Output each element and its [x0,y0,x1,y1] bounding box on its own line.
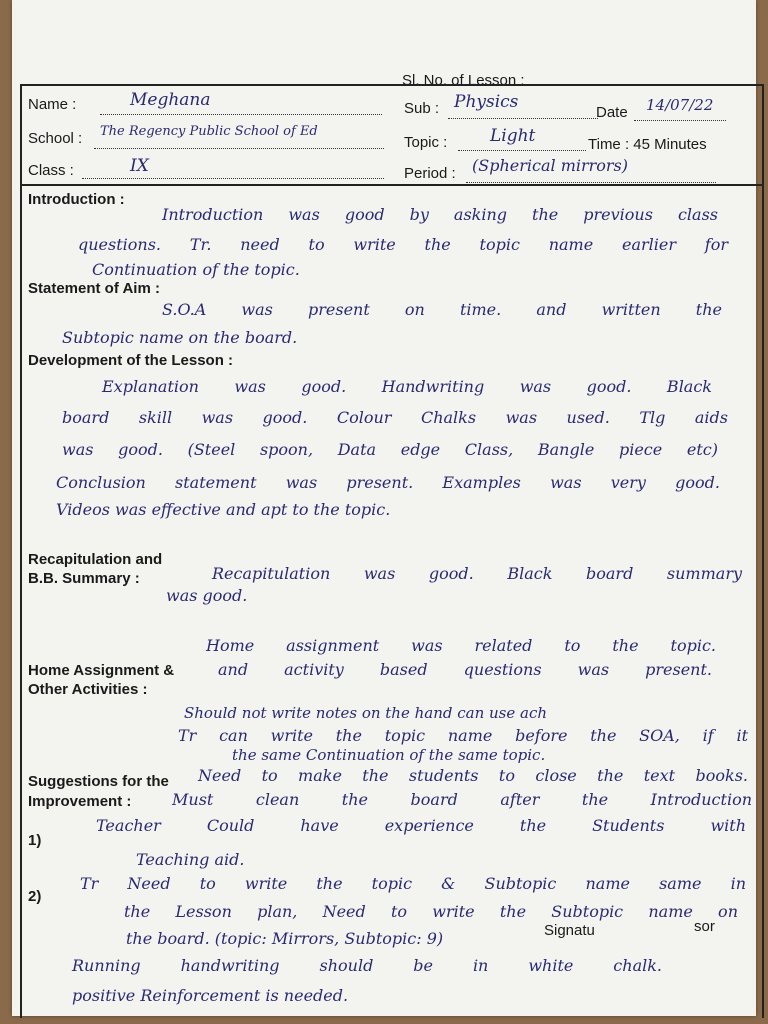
item-2-line-1: Tr Need to write the topic & Subtopic name same in [80,874,746,893]
name-label: Name : [28,96,77,113]
development-line-3: was good. (Steel spoon, Data edge Class, Bangle piece etc) [62,440,718,459]
school-value: The Regency Public School of Ed [100,124,318,139]
evaluation-sheet [12,0,756,1016]
suggestions-label-2: Improvement : [28,793,132,810]
period-dotline [466,182,716,183]
development-line-5: Videos was effective and apt to the topic. [56,500,391,519]
suggestion-line-4: Need to make the students to close the text books. [198,766,748,785]
date-value: 14/07/22 [646,96,714,114]
introduction-line-3: Continuation of the topic. [92,260,300,279]
development-line-4: Conclusion statement was present. Examples was very good. [56,473,720,492]
introduction-line-2: questions. Tr. need to write the topic name earlier for [78,235,728,254]
topic-value: Light [490,126,536,146]
recap-line-1: Recapitulation was good. Black board summary [212,564,742,583]
item-2-number: 2) [28,888,42,905]
school-label: School : [28,130,83,147]
recap-line-2: was good. [166,586,248,605]
topic-label: Topic : [404,134,448,151]
home-label-1: Home Assignment & [28,662,175,679]
suggestion-line-5: Must clean the board after the Introduction [172,790,752,809]
sub-dotline [448,118,598,119]
item-2-line-3: the board. (topic: Mirrors, Subtopic: 9) [126,929,444,948]
school-dotline [94,148,384,149]
sl-no-label: Sl. No. of Lesson : [402,72,525,89]
bottom-line-1: Running handwriting should be in white chalk. [72,956,662,975]
period-label: Period : [404,165,456,182]
introduction-line-1: Introduction was good by asking the previous class [162,205,718,224]
home-line-2: and activity based questions was present. [218,660,712,679]
date-dotline [634,120,726,121]
item-2-line-2: the Lesson plan, Need to write the Subtopic name on [124,902,738,921]
aim-line-1: S.O.A was present on time. and written the [162,300,722,319]
suggestion-line-2: Tr can write the topic name before the SOA, if it [178,726,748,745]
item-1-number: 1) [28,832,42,849]
development-label: Development of the Lesson : [28,352,234,369]
suggestion-line-1: Should not write notes on the hand can use ach [184,704,548,722]
recap-label-1: Recapitulation and [28,551,163,568]
introduction-label: Introduction : [28,191,125,208]
class-dotline [82,178,384,179]
signature-label-suffix: sor [694,918,715,935]
aim-label: Statement of Aim : [28,280,160,297]
suggestions-label-1: Suggestions for the [28,773,169,790]
home-label-2: Other Activities : [28,681,148,698]
aim-line-2: Subtopic name on the board. [62,328,298,347]
class-value: IX [130,156,149,176]
name-value: Meghana [130,90,211,110]
item-1-line-2: Teaching aid. [136,850,245,869]
development-line-1: Explanation was good. Handwriting was good. Black [102,377,712,396]
bottom-line-2: positive Reinforcement is needed. [72,986,349,1005]
sub-label: Sub : [404,100,440,117]
date-label: Date [596,104,628,121]
recap-label-2: B.B. Summary : [28,570,140,587]
home-line-1: Home assignment was related to the topic. [206,636,716,655]
time-label: Time : 45 Minutes [588,136,707,153]
item-1-line-1: Teacher Could have experience the Students with [96,816,746,835]
topic-dotline [458,150,586,151]
suggestion-line-3: the same Continuation of the same topic. [232,746,546,764]
name-dotline [100,114,382,115]
signature-label: Signatu [544,922,595,939]
sub-value: Physics [454,92,519,112]
development-line-2: board skill was good. Colour Chalks was used. Tlg aids [62,408,728,427]
period-value: (Spherical mirrors) [472,156,629,175]
header-divider [20,184,764,186]
class-label: Class : [28,162,74,179]
